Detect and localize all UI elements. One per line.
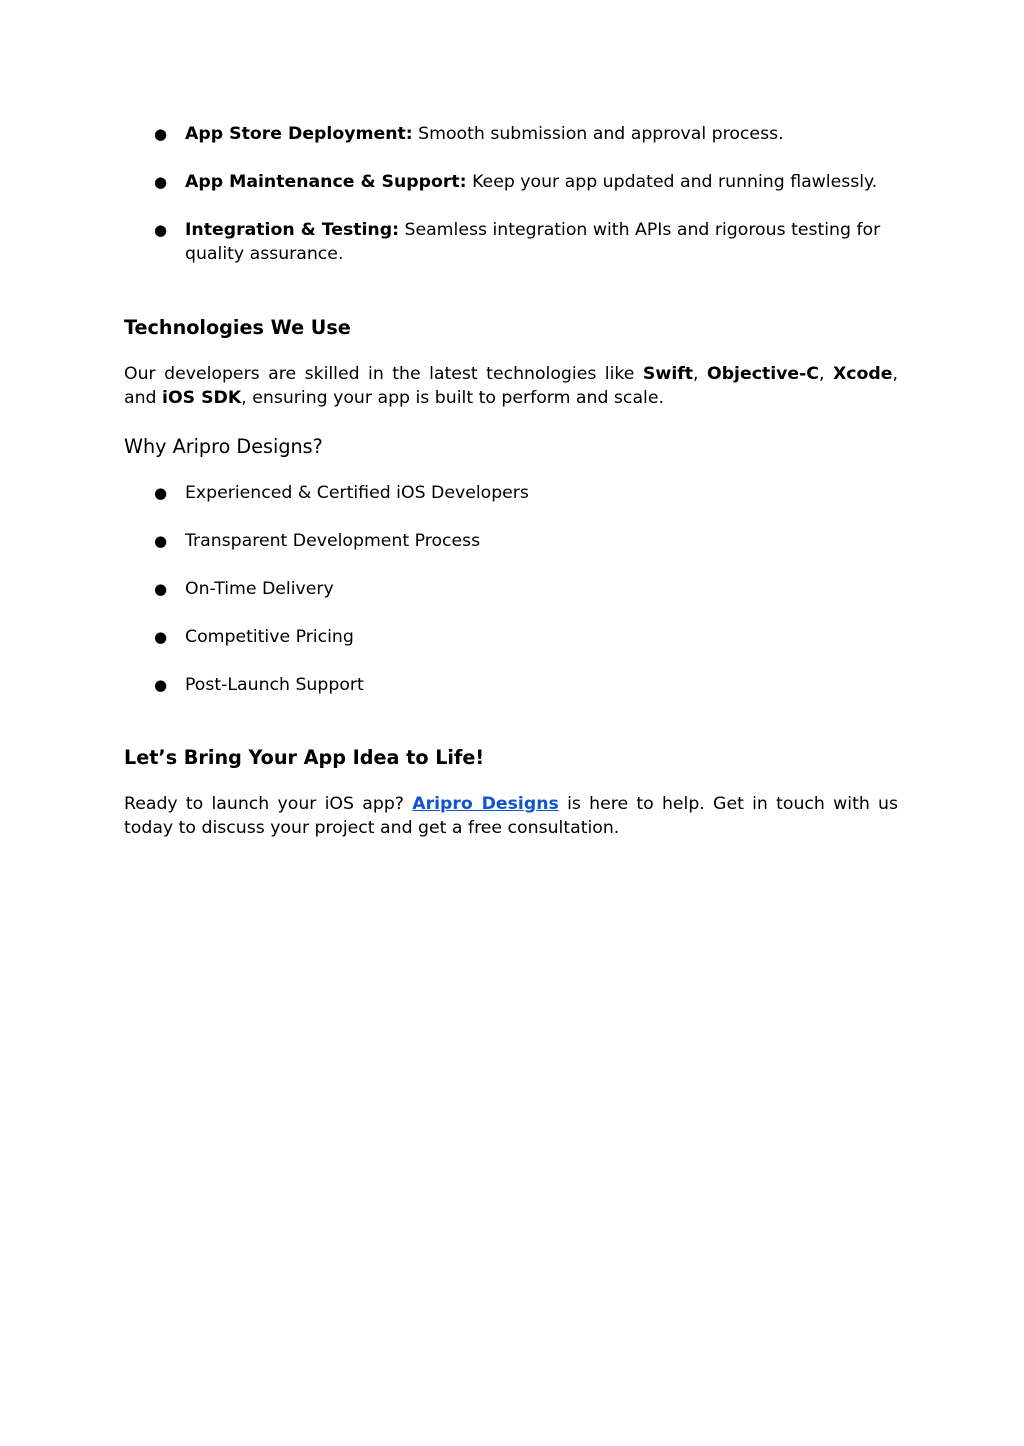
list-item-text: Post-Launch Support (185, 675, 364, 695)
technologies-paragraph (124, 362, 898, 410)
tech-swift: Swift (642, 364, 694, 384)
bullet-icon: ● (154, 221, 168, 239)
bullet-icon: ● (154, 676, 168, 694)
list-item-text: On-Time Delivery (185, 579, 334, 599)
paragraph-line (124, 386, 898, 410)
tech-objective-c: Objective-C (707, 364, 819, 384)
tech-ios-sdk: iOS SDK (162, 388, 242, 408)
list-item (124, 170, 898, 194)
aripro-designs-link[interactable]: Aripro Designs (412, 794, 559, 814)
tech-xcode: Xcode (832, 364, 893, 384)
text-run: , (892, 364, 898, 384)
section-heading-why: Why Aripro Designs? (124, 435, 323, 458)
text-run: Our developers are skilled in the latest technologies like (124, 364, 643, 384)
list-item-description-continued: quality assurance. (185, 244, 344, 264)
list-item (124, 673, 898, 697)
bullet-icon: ● (154, 580, 168, 598)
list-item (124, 481, 898, 505)
list-item-text (185, 122, 897, 146)
list-item-label: Integration & Testing: (185, 220, 399, 240)
text-run: , (693, 364, 707, 384)
list-item-description: Seamless integration with APIs and rigorous testing for (399, 220, 881, 240)
paragraph-line (124, 792, 898, 816)
list-item-label: App Store Deployment: (185, 124, 413, 144)
bullet-icon: ● (154, 628, 168, 646)
section-heading-technologies: Technologies We Use (124, 316, 351, 339)
list-item-description: Keep your app updated and running flawlessly. (466, 172, 878, 192)
text-run: and (124, 388, 163, 408)
text-run: Ready to launch your iOS app? (124, 794, 413, 814)
list-item (124, 577, 898, 601)
list-item (124, 122, 898, 146)
list-item-text: Experienced & Certified iOS Developers (185, 483, 529, 503)
list-item-label: App Maintenance & Support: (185, 172, 467, 192)
bullet-icon: ● (154, 484, 168, 502)
list-item (124, 218, 898, 266)
bullet-icon: ● (154, 125, 168, 143)
list-item (124, 625, 898, 649)
list-item-text (185, 218, 897, 266)
section-heading-cta: Let’s Bring Your App Idea to Life! (124, 746, 485, 769)
list-item-description: Smooth submission and approval process. (412, 124, 784, 144)
cta-paragraph (124, 792, 898, 840)
list-item-text: Transparent Development Process (185, 531, 481, 551)
list-item (124, 529, 898, 553)
text-run: is here to help. Get in touch with us (558, 794, 899, 814)
text-run: , (818, 364, 833, 384)
paragraph-line (124, 362, 898, 386)
text-run: , ensuring your app is built to perform and scale. (241, 388, 664, 408)
paragraph-line: today to discuss your project and get a free consultation. (124, 818, 620, 838)
list-item-text (185, 170, 897, 194)
bullet-icon: ● (154, 532, 168, 550)
bullet-icon: ● (154, 173, 168, 191)
list-item-text: Competitive Pricing (185, 627, 354, 647)
